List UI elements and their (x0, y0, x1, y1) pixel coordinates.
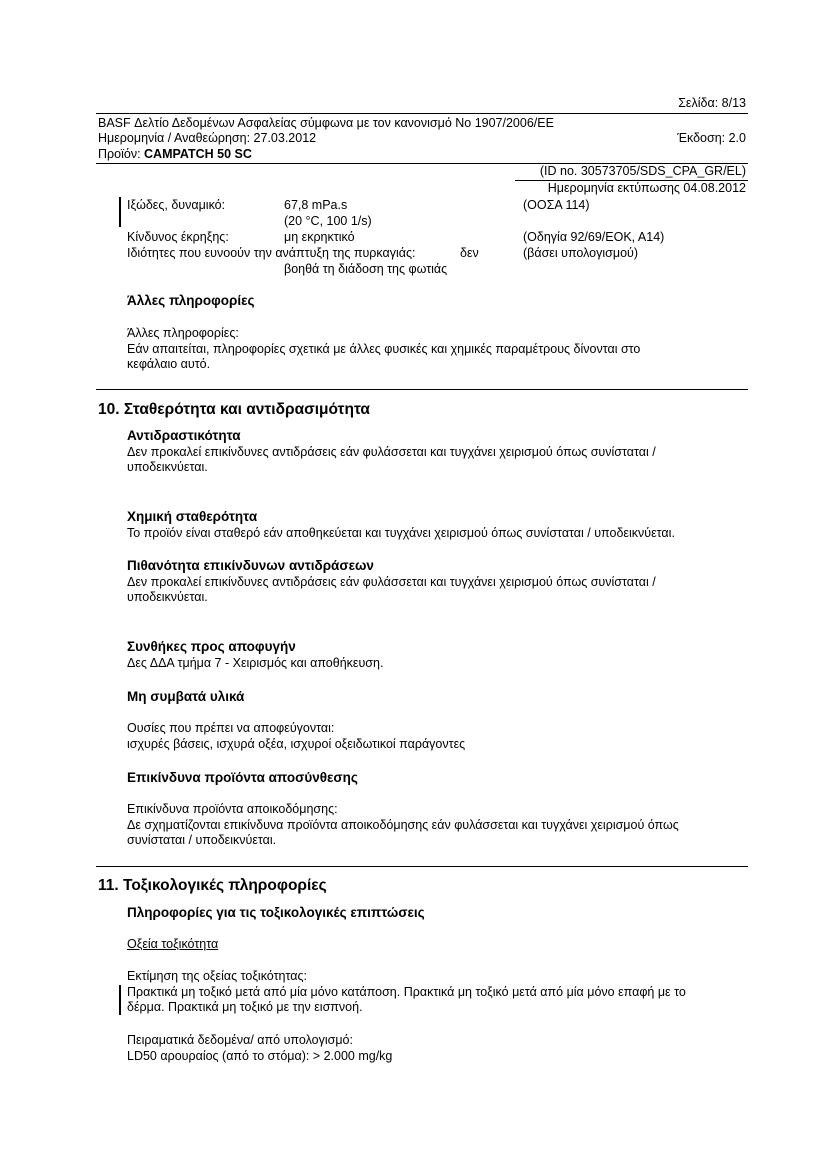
product-name: CAMPATCH 50 SC (144, 147, 252, 161)
conditions-to-avoid-heading: Συνθήκες προς αποφυγήν (127, 639, 296, 654)
decomposition-products-heading: Επικίνδυνα προϊόντα αποσύνθεσης (127, 770, 358, 785)
acute-toxicity-assessment-label: Εκτίμηση της οξείας τοξικότητας: (127, 969, 307, 983)
header-print-date: Ημερομηνία εκτύπωσης 04.08.2012 (547, 181, 746, 195)
hazardous-reactions-heading: Πιθανότητα επικίνδυνων αντιδράσεων (127, 558, 374, 573)
text-line: Δεν προκαλεί επικίνδυνες αντιδράσεις εάν φυλάσσεται και τυγχάνει χειρισμού όπως συνίσταται / (127, 575, 656, 589)
property-value-condition: (20 °C, 100 1/s) (284, 214, 372, 228)
property-method: (ΟΟΣΑ 114) (523, 198, 590, 212)
property-label: Κίνδυνος έκρηξης: (127, 230, 229, 244)
revision-bar (119, 197, 121, 227)
text-line: υποδεικνύεται. (127, 590, 208, 604)
acute-toxicity-assessment-text (127, 985, 686, 1015)
property-value-continued: βοηθά τη διάδοση της φωτιάς (284, 262, 448, 276)
chemical-stability-text: Το προϊόν είναι σταθερό εάν αποθηκεύεται και τυγχάνει χειρισμού όπως συνίσταται / υποδεικνύεται. (127, 526, 675, 540)
header-id-number: (ID no. 30573705/SDS_CPA_GR/EL) (539, 164, 746, 178)
text-line: υποδεικνύεται. (127, 460, 208, 474)
header-regulation-line: BASF Δελτίο Δεδομένων Ασφαλείας σύμφωνα με τον κανονισμό Νο 1907/2006/ΕΕ (98, 116, 554, 130)
section-divider (96, 866, 748, 867)
other-info-text (127, 342, 640, 372)
product-label: Προϊόν: (98, 147, 145, 161)
toxicological-effects-subtitle: Πληροφορίες για τις τοξικολογικές επιπτώσεις (127, 905, 425, 920)
section-11-title: 11. Τοξικολογικές πληροφορίες (98, 877, 327, 894)
incompatible-materials-heading: Μη συμβατά υλικά (127, 689, 245, 704)
other-info-label: Άλλες πληροφορίες: (127, 326, 239, 340)
text-line: Πρακτικά μη τοξικό μετά από μία μόνο κατάποση. Πρακτικά μη τοξικό μετά από μία μόνο επαφή με το (127, 985, 686, 999)
conditions-to-avoid-text: Δες ΔΔΑ τμήμα 7 - Χειρισμός και αποθήκευση. (127, 656, 384, 670)
property-method: (Οδηγία 92/69/ΕΟΚ, Α14) (523, 230, 665, 244)
header-date: Ημερομηνία / Αναθεώρηση: 27.03.2012 (98, 131, 317, 145)
other-info-heading: Άλλες πληροφορίες (127, 293, 255, 308)
header-product (98, 147, 252, 162)
property-value: μη εκρηκτικό (284, 230, 355, 244)
property-label: Ιξώδες, δυναμικό: (127, 198, 226, 212)
page-number: Σελίδα: 8/13 (678, 96, 746, 110)
hazardous-reactions-text (127, 575, 656, 605)
text-line: Εάν απαιτείται, πληροφορίες σχετικά με άλλες φυσικές και χημικές παραμέτρους δίνονται στο (127, 342, 641, 356)
property-method: (βάσει υπολογισμού) (523, 246, 639, 260)
section-divider (96, 389, 748, 390)
ld50-value: LD50 αρουραίος (από το στόμα): > 2.000 mg/kg (127, 1049, 393, 1063)
text-line: συνίσταται / υποδεικνύεται. (127, 833, 277, 847)
acute-toxicity-heading: Οξεία τοξικότητα (127, 937, 219, 951)
header-rule-top (96, 113, 748, 114)
text-line: Δε σχηματίζονται επικίνδυνα προϊόντα αποικοδόμησης εάν φυλάσσεται και τυγχάνει χειρισμού όπως (127, 818, 679, 832)
header-version: Έκδοση: 2.0 (677, 131, 746, 145)
incompatible-materials-text: ισχυρές βάσεις, ισχυρά οξέα, ισχυροί οξειδωτικοί παράγοντες (127, 737, 466, 751)
decomposition-products-text (127, 818, 679, 848)
property-value: δεν (460, 246, 479, 260)
section-10-title: 10. Σταθερότητα και αντιδρασιμότητα (98, 401, 370, 418)
text-line: κεφάλαιο αυτό. (127, 357, 211, 371)
text-line: δέρμα. Πρακτικά μη τοξικό με την εισπνοή. (127, 1000, 363, 1014)
reactivity-heading: Αντιδραστικότητα (127, 428, 241, 443)
text-line: Δεν προκαλεί επικίνδυνες αντιδράσεις εάν φυλάσσεται και τυγχάνει χειρισμού όπως συνίσταται / (127, 445, 656, 459)
decomposition-products-label: Επικίνδυνα προϊόντα αποικοδόμησης: (127, 802, 338, 816)
property-label: Ιδιότητες που ευνοούν την ανάπτυξη της πυρκαγιάς: (127, 246, 416, 260)
reactivity-text (127, 445, 656, 475)
chemical-stability-heading: Χημική σταθερότητα (127, 509, 258, 524)
incompatible-materials-label: Ουσίες που πρέπει να αποφεύγονται: (127, 721, 335, 735)
property-value: 67,8 mPa.s (284, 198, 348, 212)
experimental-data-label: Πειραματικά δεδομένα/ από υπολογισμό: (127, 1033, 353, 1047)
revision-bar (119, 985, 121, 1015)
